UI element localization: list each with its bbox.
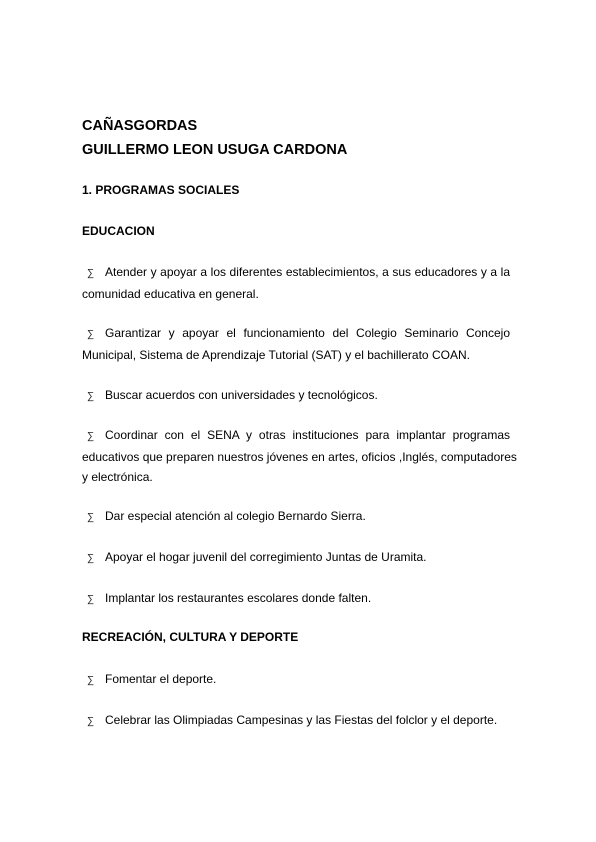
list-item-text: Fomentar el deporte. [105,672,217,686]
list-item [82,669,510,691]
list-item-line: comunidad educativa en general. [82,287,259,301]
bullet-icon: ∑ [87,512,95,523]
subsection-heading-educacion: EDUCACION [82,224,155,238]
subsection-heading-recreacion: RECREACIÓN, CULTURA Y DEPORTE [82,630,299,644]
list-item-line [82,669,510,691]
list-item [82,710,510,732]
list-item-text: Implantar los restaurantes escolares donde falten. [105,591,372,605]
list-item-line [82,323,510,345]
list-item [82,506,510,528]
list-item [82,425,517,487]
list-item-line: Municipal, Sistema de Aprendizaje Tutorial (SAT) y el bachillerato COAN. [82,348,470,362]
list-item-line [82,425,510,447]
document-title-municipality: CAÑASGORDAS [82,118,198,134]
bullet-icon: ∑ [87,553,95,564]
bullet-icon: ∑ [87,716,95,727]
list-item-line [82,262,510,284]
list-item [82,588,510,610]
list-item-line: educativos que preparen nuestros jóvenes en artes, oficios ,Inglés, computadores [82,450,517,464]
bullet-icon: ∑ [87,329,95,340]
bullet-icon: ∑ [87,675,95,686]
list-item-line: y electrónica. [82,470,153,484]
list-item-text: Atender y apoyar a los diferentes establecimientos, a sus educadores y a la [105,265,510,279]
list-item [82,547,510,569]
bullet-icon: ∑ [87,391,95,402]
section-heading: 1. PROGRAMAS SOCIALES [82,183,240,197]
bullet-icon: ∑ [87,268,95,279]
list-item [82,385,510,407]
document-title-candidate: GUILLERMO LEON USUGA CARDONA [82,142,348,158]
bullet-icon: ∑ [87,594,95,605]
list-item-text: Buscar acuerdos con universidades y tecnológicos. [105,388,378,402]
list-item-text: Celebrar las Olimpiadas Campesinas y las Fiestas del folclor y el deporte. [105,713,498,727]
list-item-text: Apoyar el hogar juvenil del corregimiento Juntas de Uramita. [105,550,427,564]
list-item-line [82,588,510,610]
bullet-icon: ∑ [87,431,95,442]
list-item [82,323,510,365]
list-item-line [82,385,510,407]
list-item-text: Dar especial atención al colegio Bernardo Sierra. [105,509,366,523]
list-item [82,262,510,304]
list-item-line [82,506,510,528]
list-item-line [82,547,510,569]
list-item-line [82,710,510,732]
list-item-text: Garantizar y apoyar el funcionamiento del Colegio Seminario Concejo [105,326,510,340]
list-item-text: Coordinar con el SENA y otras instituciones para implantar programas [105,428,510,442]
